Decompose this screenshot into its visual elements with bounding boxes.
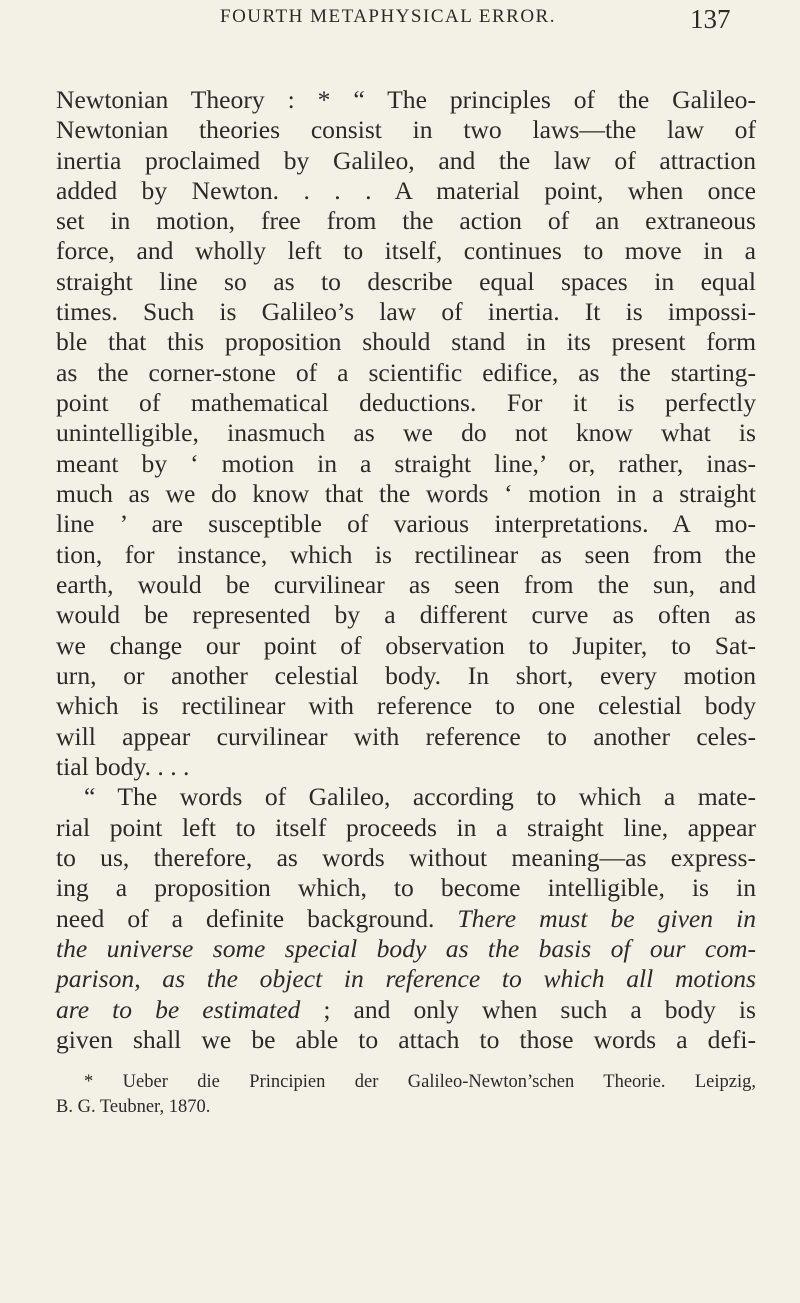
text-line: straight line so as to describe equal spaces in equal [56, 267, 756, 296]
text-line: force, and wholly left to itself, continues to move in a [56, 236, 756, 265]
text-span: ; and only when such a body is [300, 995, 756, 1024]
text-line: given shall we be able to attach to those words a defi- [56, 1025, 756, 1054]
text-line: times. Such is Galileo’s law of inertia. It is impossi- [56, 297, 756, 326]
text-line: added by Newton. . . . A material point, when once [56, 176, 756, 205]
text-line: Newtonian Theory : * “ The principles of the Galileo- [56, 85, 756, 114]
text-line: urn, or another celestial body. In short, every motion [56, 661, 756, 690]
text-line: unintelligible, inasmuch as we do not know what is [56, 418, 756, 447]
text-line: to us, therefore, as words without meaning—as express- [56, 843, 756, 872]
italic-span: There must be given in [457, 904, 756, 933]
text-line: tion, for instance, which is rectilinear as seen from the [56, 540, 756, 569]
text-line [56, 995, 756, 1025]
text-line: point of mathematical deductions. For it is perfectly [56, 388, 756, 417]
text-line: earth, would be curvilinear as seen from the sun, and [56, 570, 756, 599]
italic-span: are to be estimated [56, 995, 301, 1024]
text-line: set in motion, free from the action of an extraneous [56, 206, 756, 235]
text-line: the universe some special body as the basis of our com- [56, 934, 756, 963]
text-line: much as we do know that the words ‘ motion in a straight [56, 479, 756, 508]
text-line: ing a proposition which, to become intelligible, is in [56, 873, 756, 902]
text-line: tial body. . . . [56, 752, 190, 781]
text-line: meant by ‘ motion in a straight line,’ or, rather, inas- [56, 449, 756, 478]
text-line [56, 904, 756, 934]
footnote-line: B. G. Teubner, 1870. [56, 1097, 211, 1117]
text-line: parison, as the object in reference to which all motions [56, 964, 756, 993]
text-line: rial point left to itself proceeds in a straight line, appear [56, 813, 756, 842]
text-line: we change our point of observation to Jupiter, to Sat- [56, 631, 756, 660]
text-line: “ The words of Galileo, according to which a mate- [84, 782, 756, 811]
running-head: FOURTH METAPHYSICAL ERROR. [220, 6, 556, 27]
text-line: which is rectilinear with reference to one celestial body [56, 691, 756, 720]
text-span: need of a definite background. [56, 904, 458, 933]
text-line: line ’ are susceptible of various interpretations. A mo- [56, 509, 756, 538]
text-line: ble that this proposition should stand in its present form [56, 327, 756, 356]
text-line: as the corner-stone of a scientific edifice, as the starting- [56, 358, 756, 387]
text-line: inertia proclaimed by Galileo, and the law of attraction [56, 146, 756, 175]
page-number: 137 [690, 4, 731, 34]
footnote-line: * Ueber die Principien der Galileo-Newton’schen Theorie. Leipzig, [84, 1072, 756, 1092]
text-line: Newtonian theories consist in two laws—the law of [56, 115, 756, 144]
text-line: will appear curvilinear with reference to another celes- [56, 722, 756, 751]
text-line: would be represented by a different curve as often as [56, 600, 756, 629]
